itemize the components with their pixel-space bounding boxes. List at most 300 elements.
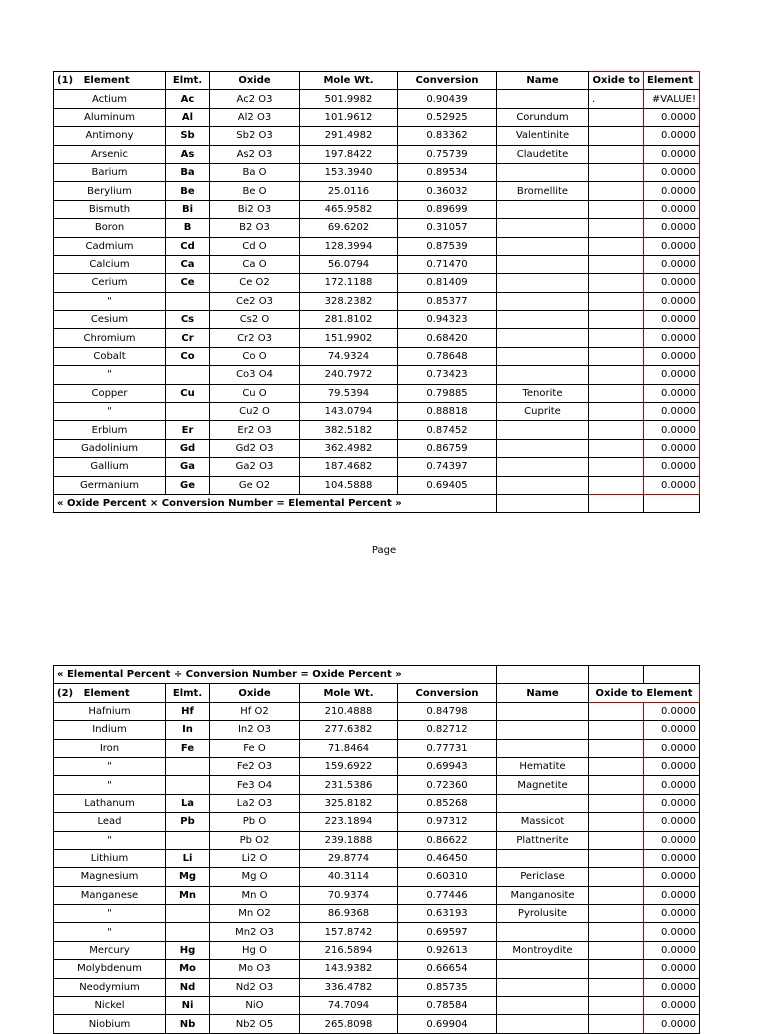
conversion-cell: 0.77731 [398,739,497,757]
element-cell: Boron [54,219,166,237]
element-value-cell: #VALUE! [644,90,700,108]
mole-weight-cell: 210.4888 [300,702,398,720]
symbol-cell: B [166,219,210,237]
table-row [54,237,700,255]
mineral-name-cell [497,978,589,996]
mole-weight-cell: 157.8742 [300,923,398,941]
element-cell: " [54,923,166,941]
header-symbol: Elmt. [166,72,210,90]
mole-weight-cell: 101.9612 [300,108,398,126]
oxide-to-cell [589,702,644,720]
symbol-cell [166,923,210,941]
header-element-label: Element [83,75,130,87]
mole-weight-cell: 362.4982 [300,439,398,457]
mineral-name-cell [497,794,589,812]
table-row [54,421,700,439]
conversion-cell: 0.46450 [398,849,497,867]
element-value-cell: 0.0000 [644,702,700,720]
element-value-cell: 0.0000 [644,108,700,126]
mineral-name-cell [497,849,589,867]
oxide-cell: As2 O3 [210,145,300,163]
oxide-to-cell [589,237,644,255]
oxide-to-cell [589,163,644,181]
symbol-cell: Gd [166,439,210,457]
conversion-cell: 0.75739 [398,145,497,163]
oxide-cell: Sb2 O3 [210,127,300,145]
conversion-cell: 0.78584 [398,997,497,1015]
table-row [54,255,700,273]
oxide-to-cell [589,255,644,273]
conversion-cell: 0.85268 [398,794,497,812]
oxide-to-cell [589,831,644,849]
element-value-cell: 0.0000 [644,905,700,923]
table-row [54,403,700,421]
element-cell: Gallium [54,458,166,476]
mole-weight-cell: 74.7094 [300,997,398,1015]
oxide-to-cell [589,347,644,365]
mineral-name-cell: Valentinite [497,127,589,145]
oxide-to-cell [589,868,644,886]
mineral-name-cell: Plattnerite [497,831,589,849]
symbol-cell: Hg [166,941,210,959]
table-row [54,1015,700,1033]
element-cell: Molybdenum [54,960,166,978]
mineral-name-cell [497,347,589,365]
element-cell: Erbium [54,421,166,439]
conversion-cell: 0.71470 [398,255,497,273]
header-element [54,72,166,90]
element-value-cell: 0.0000 [644,384,700,402]
mole-weight-cell: 187.4682 [300,458,398,476]
conversion-cell: 0.72360 [398,776,497,794]
element-cell: Antimony [54,127,166,145]
conversion-cell: 0.87539 [398,237,497,255]
mineral-name-cell: Hematite [497,757,589,775]
element-cell: Barium [54,163,166,181]
header-element-label: Element [83,687,130,699]
mole-weight-cell: 143.0794 [300,403,398,421]
oxide-cell: Co3 O4 [210,366,300,384]
conversion-cell: 0.97312 [398,813,497,831]
symbol-cell [166,403,210,421]
element-value-cell: 0.0000 [644,997,700,1015]
table-row [54,849,700,867]
oxide-cell: Mn O2 [210,905,300,923]
conversion-cell: 0.74397 [398,458,497,476]
table-row [54,721,700,739]
mineral-name-cell: Claudetite [497,145,589,163]
element-value-cell: 0.0000 [644,849,700,867]
header-symbol: Elmt. [166,684,210,702]
conversion-cell: 0.83362 [398,127,497,145]
element-cell: Bismuth [54,200,166,218]
conversion-cell: 0.85735 [398,978,497,996]
oxide-to-cell [589,941,644,959]
symbol-cell: Cd [166,237,210,255]
element-value-cell: 0.0000 [644,329,700,347]
table-row [54,292,700,310]
oxide-cell: Hg O [210,941,300,959]
symbol-cell: Cu [166,384,210,402]
symbol-cell: Ba [166,163,210,181]
element-cell: Aluminum [54,108,166,126]
header-row [54,72,700,90]
mineral-name-cell [497,739,589,757]
conversion-cell: 0.63193 [398,905,497,923]
symbol-cell: Ge [166,476,210,494]
mole-weight-cell: 501.9982 [300,90,398,108]
table-row [54,702,700,720]
mole-weight-cell: 143.9382 [300,960,398,978]
conversion-cell: 0.73423 [398,366,497,384]
element-cell: Calcium [54,255,166,273]
element-cell: Indium [54,721,166,739]
table-row [54,108,700,126]
oxide-conversion-table-2 [53,665,700,1034]
element-cell: Magnesium [54,868,166,886]
element-cell: Cadmium [54,237,166,255]
oxide-to-cell [589,403,644,421]
mole-weight-cell: 239.1888 [300,831,398,849]
mineral-name-cell: Bromellite [497,182,589,200]
conversion-cell: 0.87452 [398,421,497,439]
symbol-cell: Cr [166,329,210,347]
oxide-to-cell [589,421,644,439]
symbol-cell: Mn [166,886,210,904]
symbol-cell: Al [166,108,210,126]
oxide-cell: Cd O [210,237,300,255]
mole-weight-cell: 265.8098 [300,1015,398,1033]
table-index: (1) [57,75,74,87]
element-cell: " [54,905,166,923]
element-value-cell: 0.0000 [644,794,700,812]
mineral-name-cell [497,237,589,255]
header-mole-weight: Mole Wt. [300,684,398,702]
mineral-name-cell [497,255,589,273]
header-conversion: Conversion [398,684,497,702]
table-row [54,960,700,978]
element-cell: Arsenic [54,145,166,163]
oxide-cell: Ce O2 [210,274,300,292]
mole-weight-cell: 151.9902 [300,329,398,347]
conversion-cell: 0.86622 [398,831,497,849]
mole-weight-cell: 74.9324 [300,347,398,365]
conversion-cell: 0.90439 [398,90,497,108]
oxide-cell: Fe O [210,739,300,757]
oxide-cell: Mg O [210,868,300,886]
oxide-to-cell: . [589,90,644,108]
mole-weight-cell: 79.5394 [300,384,398,402]
table-row [54,182,700,200]
table-row [54,978,700,996]
conversion-cell: 0.81409 [398,274,497,292]
element-cell: " [54,757,166,775]
table-row [54,219,700,237]
table-row [54,439,700,457]
oxide-to-cell [589,905,644,923]
element-cell: Cesium [54,311,166,329]
mineral-name-cell [497,421,589,439]
oxide-to-cell [589,757,644,775]
symbol-cell [166,831,210,849]
oxide-cell: Fe3 O4 [210,776,300,794]
oxide-cell: Mo O3 [210,960,300,978]
element-value-cell: 0.0000 [644,403,700,421]
conversion-cell: 0.88818 [398,403,497,421]
mole-weight-cell: 128.3994 [300,237,398,255]
oxide-cell: Cr2 O3 [210,329,300,347]
mole-weight-cell: 240.7972 [300,366,398,384]
mole-weight-cell: 223.1894 [300,813,398,831]
oxide-cell: Li2 O [210,849,300,867]
oxide-to-cell [589,127,644,145]
mineral-name-cell: Corundum [497,108,589,126]
mole-weight-cell: 25.0116 [300,182,398,200]
element-value-cell: 0.0000 [644,200,700,218]
conversion-cell: 0.86759 [398,439,497,457]
mineral-name-cell [497,439,589,457]
mineral-name-cell [497,721,589,739]
table-row [54,776,700,794]
empty-cell [644,494,700,512]
oxide-cell: Cs2 O [210,311,300,329]
element-value-cell: 0.0000 [644,311,700,329]
conversion-cell: 0.92613 [398,941,497,959]
oxide-cell: Cu O [210,384,300,402]
conversion-cell: 0.89534 [398,163,497,181]
oxide-to-cell [589,978,644,996]
mineral-name-cell: Tenorite [497,384,589,402]
oxide-cell: Ca O [210,255,300,273]
oxide-conversion-table-1 [53,71,700,513]
oxide-cell: B2 O3 [210,219,300,237]
oxide-to-cell [589,776,644,794]
mole-weight-cell: 277.6382 [300,721,398,739]
element-cell: Niobium [54,1015,166,1033]
element-cell: Mercury [54,941,166,959]
mole-weight-cell: 159.6922 [300,757,398,775]
symbol-cell: La [166,794,210,812]
oxide-to-cell [589,721,644,739]
element-cell: " [54,776,166,794]
element-value-cell: 0.0000 [644,868,700,886]
element-value-cell: 0.0000 [644,476,700,494]
table-row [54,127,700,145]
mole-weight-cell: 197.8422 [300,145,398,163]
mineral-name-cell: Montroydite [497,941,589,959]
conversion-cell: 0.85377 [398,292,497,310]
oxide-to-cell [589,311,644,329]
element-value-cell: 0.0000 [644,163,700,181]
oxide-to-cell [589,849,644,867]
mole-weight-cell: 231.5386 [300,776,398,794]
table-row [54,868,700,886]
mole-weight-cell: 336.4782 [300,978,398,996]
conversion-cell: 0.69904 [398,1015,497,1033]
table-row [54,794,700,812]
mineral-name-cell: Manganosite [497,886,589,904]
mole-weight-cell: 382.5182 [300,421,398,439]
oxide-to-cell [589,145,644,163]
mole-weight-cell: 71.8464 [300,739,398,757]
oxide-to-cell [589,274,644,292]
oxide-cell: Fe2 O3 [210,757,300,775]
oxide-cell: Mn O [210,886,300,904]
symbol-cell: In [166,721,210,739]
element-value-cell: 0.0000 [644,421,700,439]
mole-weight-cell: 465.9582 [300,200,398,218]
table-row [54,458,700,476]
element-value-cell: 0.0000 [644,978,700,996]
mineral-name-cell: Pyrolusite [497,905,589,923]
element-cell: " [54,831,166,849]
mineral-name-cell [497,329,589,347]
mineral-name-cell [497,163,589,181]
oxide-to-cell [589,960,644,978]
table-row [54,366,700,384]
element-value-cell: 0.0000 [644,458,700,476]
oxide-to-cell [589,384,644,402]
mineral-name-cell [497,311,589,329]
element-value-cell: 0.0000 [644,739,700,757]
mole-weight-cell: 328.2382 [300,292,398,310]
element-cell: " [54,366,166,384]
oxide-cell: Be O [210,182,300,200]
oxide-cell: Ge O2 [210,476,300,494]
element-value-cell: 0.0000 [644,292,700,310]
element-value-cell: 0.0000 [644,274,700,292]
header-oxide: Oxide [210,684,300,702]
table-row [54,757,700,775]
oxide-to-cell [589,997,644,1015]
symbol-cell [166,757,210,775]
element-cell: Germanium [54,476,166,494]
header-conversion: Conversion [398,72,497,90]
footnote-row [54,494,700,512]
element-value-cell: 0.0000 [644,776,700,794]
conversion-cell: 0.66654 [398,960,497,978]
mole-weight-cell: 172.1188 [300,274,398,292]
element-value-cell: 0.0000 [644,219,700,237]
conversion-cell: 0.89699 [398,200,497,218]
element-cell: Lead [54,813,166,831]
table-row [54,813,700,831]
oxide-cell: Hf O2 [210,702,300,720]
conversion-cell: 0.94323 [398,311,497,329]
oxide-to-cell [589,292,644,310]
mineral-name-cell [497,219,589,237]
conversion-footnote: « Oxide Percent × Conversion Number = Elemental Percent » [54,494,497,512]
oxide-cell: Bi2 O3 [210,200,300,218]
header-mole-weight: Mole Wt. [300,72,398,90]
oxide-to-cell [589,366,644,384]
oxide-cell: Gd2 O3 [210,439,300,457]
element-value-cell: 0.0000 [644,941,700,959]
element-value-cell: 0.0000 [644,145,700,163]
header-row [54,684,700,702]
mineral-name-cell [497,476,589,494]
mineral-name-cell [497,1015,589,1033]
oxide-cell: Ac2 O3 [210,90,300,108]
oxide-to-cell [589,329,644,347]
table-row [54,274,700,292]
empty-cell [497,494,589,512]
element-cell: Chromium [54,329,166,347]
conversion-cell: 0.31057 [398,219,497,237]
conversion-cell: 0.52925 [398,108,497,126]
symbol-cell: Nd [166,978,210,996]
oxide-cell: Nb2 O5 [210,1015,300,1033]
conversion-cell: 0.77446 [398,886,497,904]
symbol-cell: Pb [166,813,210,831]
element-value-cell: 0.0000 [644,127,700,145]
oxide-cell: Ga2 O3 [210,458,300,476]
table-row [54,329,700,347]
mineral-name-cell [497,997,589,1015]
element-value-cell: 0.0000 [644,886,700,904]
mole-weight-cell: 29.8774 [300,849,398,867]
mineral-name-cell [497,200,589,218]
table-row [54,739,700,757]
symbol-cell: Ca [166,255,210,273]
table-row [54,145,700,163]
symbol-cell: Ac [166,90,210,108]
mineral-name-cell [497,702,589,720]
table-row [54,347,700,365]
symbol-cell: Be [166,182,210,200]
symbol-cell: Hf [166,702,210,720]
element-value-cell: 0.0000 [644,813,700,831]
mole-weight-cell: 291.4982 [300,127,398,145]
symbol-cell: Er [166,421,210,439]
element-value-cell: 0.0000 [644,757,700,775]
conversion-cell: 0.82712 [398,721,497,739]
conversion-note: « Elemental Percent ÷ Conversion Number = Oxide Percent » [54,666,497,684]
conversion-cell: 0.69943 [398,757,497,775]
table-row [54,200,700,218]
table-row [54,831,700,849]
header-oxide: Oxide [210,72,300,90]
element-cell: Copper [54,384,166,402]
element-cell: Nickel [54,997,166,1015]
header-name: Name [497,72,589,90]
element-cell: Berylium [54,182,166,200]
oxide-cell: Pb O2 [210,831,300,849]
symbol-cell: Sb [166,127,210,145]
symbol-cell: Fe [166,739,210,757]
empty-cell [497,666,589,684]
page-label: Page [371,545,397,556]
mole-weight-cell: 56.0794 [300,255,398,273]
element-value-cell: 0.0000 [644,1015,700,1033]
table-row [54,997,700,1015]
element-cell: Actium [54,90,166,108]
oxide-cell: NiO [210,997,300,1015]
mineral-name-cell [497,90,589,108]
table-row [54,905,700,923]
oxide-to-cell [589,182,644,200]
element-cell: Neodymium [54,978,166,996]
conversion-cell: 0.69405 [398,476,497,494]
table-row [54,476,700,494]
mineral-name-cell [497,274,589,292]
oxide-cell: Nd2 O3 [210,978,300,996]
conversion-cell: 0.69597 [398,923,497,941]
mineral-name-cell [497,292,589,310]
header-element-col: Element [644,72,700,90]
element-cell: Gadolinium [54,439,166,457]
table-index: (2) [57,687,74,699]
